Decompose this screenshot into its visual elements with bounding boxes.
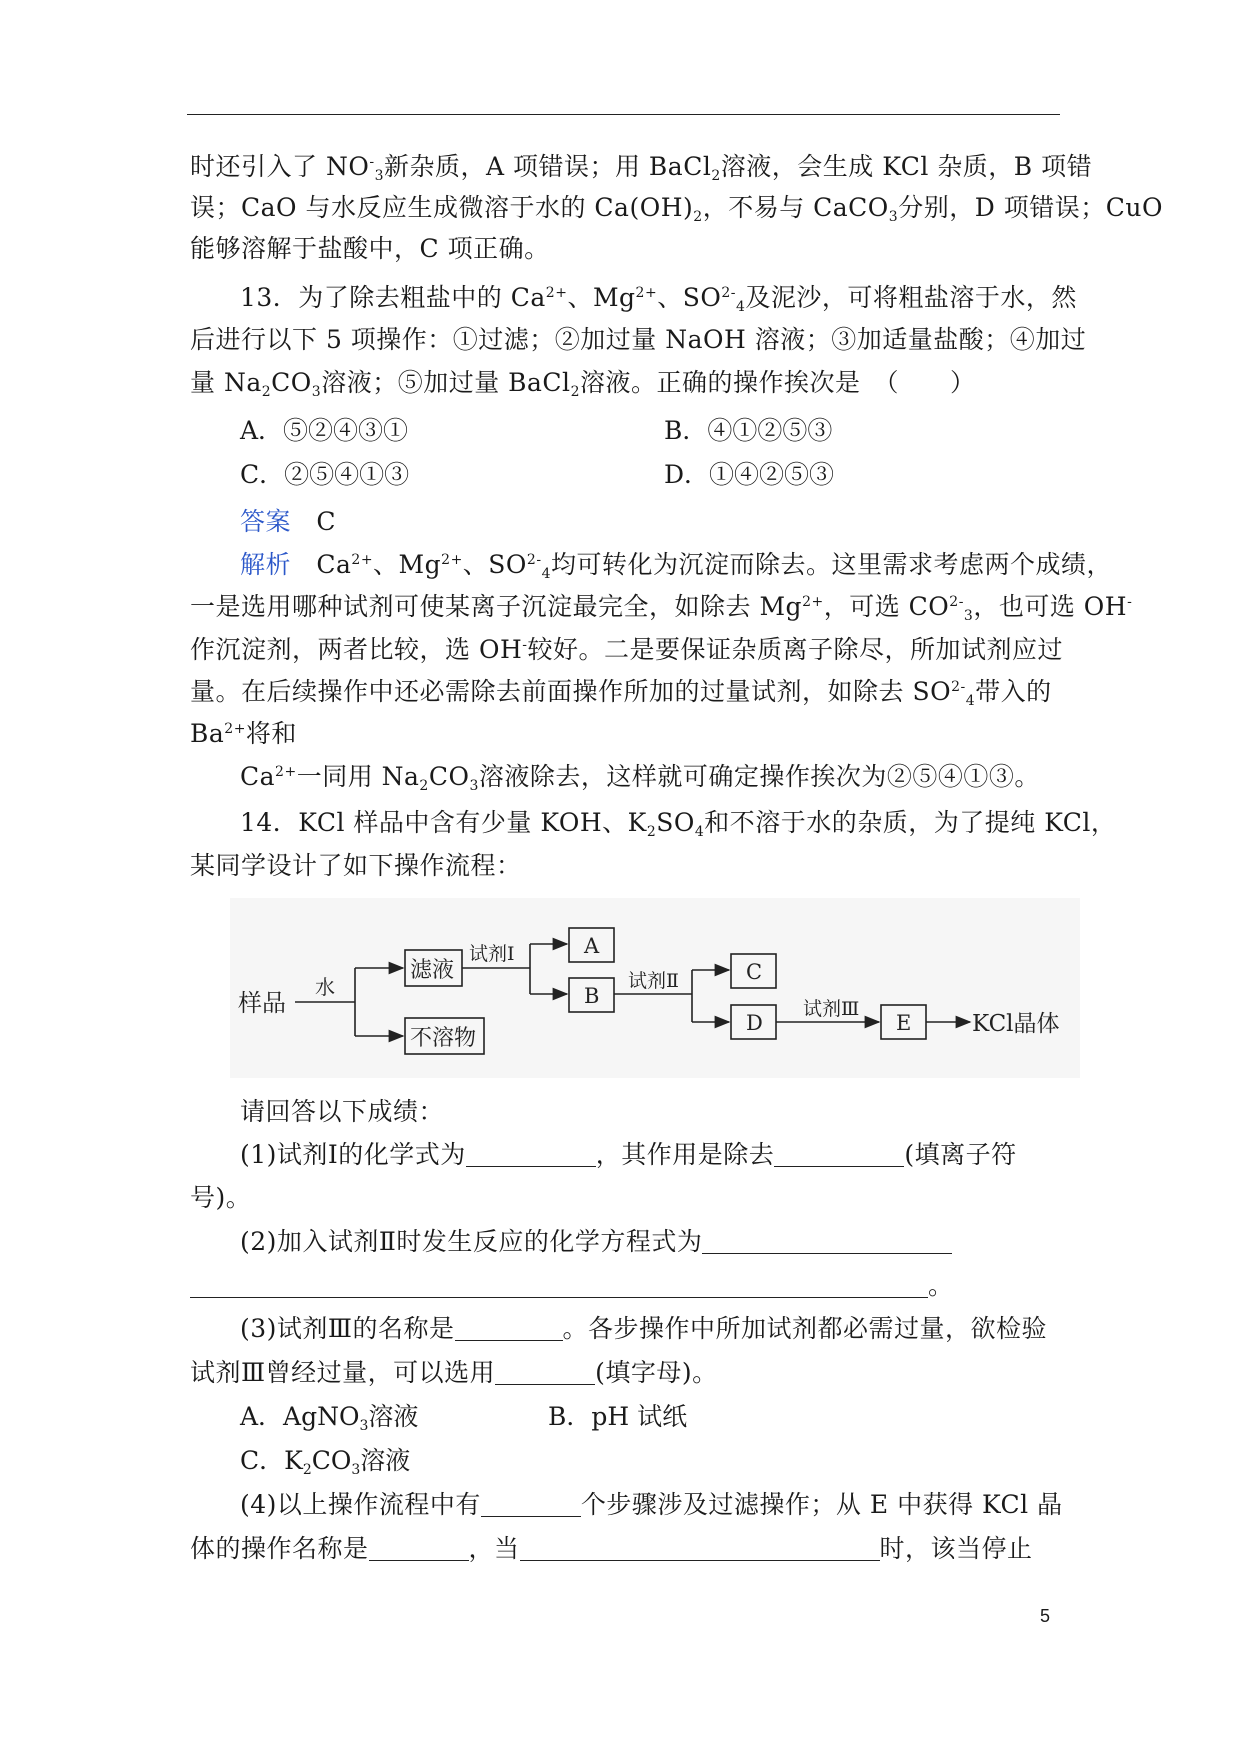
q14-line-2: 某同学设计了如下操作流程：	[190, 851, 522, 880]
flow-c-label: C	[746, 960, 763, 984]
q13-option-a: A．⑤②④③①	[240, 416, 409, 445]
answer-blank[interactable]	[481, 1490, 581, 1517]
q13-option-c: C．②⑤④①③	[240, 460, 410, 489]
answer-blank[interactable]	[466, 1140, 596, 1167]
page-number: 5	[1040, 1606, 1051, 1626]
q14-option-c: C．$K_2CO_3$溶液	[240, 1446, 411, 1478]
prev-line-1: 时还引入了 $NO^-_3$新杂质，A 项错误；用 BaCl$_2$溶液，会生成 KCl 杂质，B 项错	[190, 152, 1093, 184]
header-rule	[187, 114, 1060, 115]
answer-blank[interactable]	[495, 1358, 595, 1385]
flow-d-label: D	[746, 1011, 763, 1035]
q14-sub3-line-2: 试剂Ⅲ曾经过量，可以选用 (填字母)。	[190, 1358, 718, 1387]
flow-reagent2-label: 试剂Ⅱ	[628, 970, 679, 992]
prev-line-3: 能够溶解于盐酸中，C 项正确。	[190, 234, 550, 263]
answer-blank[interactable]	[190, 1271, 928, 1298]
q14-sub3-line-1: (3)试剂Ⅲ的名称是 。各步操作中所加试剂都必需过量，欲检验	[240, 1314, 1048, 1343]
flow-insoluble-label: 不溶物	[410, 1026, 477, 1051]
q14-ask: 请回答以下成绩：	[240, 1097, 445, 1126]
answer-blank[interactable]	[520, 1534, 880, 1561]
q14-sub2-line-2: 。	[190, 1269, 1060, 1303]
q13-analysis-line-6: $Ca^{2+}$一同用 $Na_2CO_3$溶液除去，这样就可确定操作挨次为②⑤④①③。	[240, 762, 1040, 794]
flow-sample-label: 样品	[238, 989, 286, 1017]
q13-line-3: 量 $Na_2CO_3$溶液；⑤加过量 BaCl$_2$溶液。正确的操作挨次是 （ ）	[190, 368, 976, 400]
flow-reagent3-label: 试剂Ⅲ	[803, 998, 860, 1020]
q13-answer	[240, 505, 1110, 539]
answer-label: 答案	[240, 507, 292, 536]
flow-e-label: E	[896, 1011, 912, 1035]
answer-blank[interactable]	[455, 1314, 563, 1341]
flow-filtrate-label: 滤液	[410, 958, 455, 983]
analysis-label: 解析	[240, 550, 292, 579]
q13-line-2: 后进行以下 5 项操作：①过滤；②加过量 NaOH 溶液；③加适量盐酸；④加过	[190, 325, 1087, 354]
flow-diagram	[230, 898, 1080, 1078]
answer-blank[interactable]	[702, 1227, 952, 1254]
q14-sub4-line-2: 体的操作名称是 ，当 时，该当停止	[190, 1534, 1033, 1563]
q14-line-1: 14．KCl 样品中含有少量 KOH、$K_2SO_4$和不溶于水的杂质，为了提纯 KCl，	[240, 808, 1117, 840]
answer-value: C	[316, 507, 336, 536]
q13-analysis-line-1: 解析 $Ca^{2+}$、$Mg^{2+}$、$SO^{2-}_4$均可转化为沉淀而除去。这里需求考虑两个成绩，	[240, 550, 1112, 582]
q13-line-1: 13．为了除去粗盐中的 $Ca^{2+}$、$Mg^{2+}$、$SO^{2-}_4$及泥沙，可将粗盐溶于水，然	[240, 283, 1077, 315]
q14-sub2-line-1: (2)加入试剂Ⅱ时发生反应的化学方程式为	[240, 1225, 1110, 1259]
flow-a-label: A	[584, 934, 600, 958]
q13-analysis-line-4: 量。在后续操作中还必需除去前面操作所加的过量试剂，如除去 $SO^{2-}_4$带入的	[190, 677, 1052, 709]
flow-b-label: B	[584, 984, 600, 1008]
q13-analysis-line-2: 一是选用哪种试剂可使某离子沉淀最完全，如除去 $Mg^{2+}$，可选 $CO^{2-}_3$，也可选 OH-	[190, 592, 1133, 624]
q13-analysis-line-5: $Ba^{2+}$将和	[190, 719, 297, 748]
q14-option-b: B．pH 试纸	[548, 1402, 688, 1431]
flow-product-label: KCl晶体	[972, 1011, 1060, 1037]
flow-reagent1-label: 试剂Ⅰ	[469, 943, 515, 965]
q14-option-a: A．AgNO$_3$溶液	[240, 1402, 419, 1434]
answer-blank[interactable]	[774, 1140, 904, 1167]
q13-analysis-line-3: 作沉淀剂，两者比较，选 OH-较好。二是要保证杂质离子除尽，所加试剂应过	[190, 635, 1063, 664]
q14-sub4-line-1: (4)以上操作流程中有 个步骤涉及过滤操作；从 E 中获得 KCl 晶	[240, 1490, 1063, 1519]
q14-sub1-line-2: 号)。	[190, 1183, 252, 1212]
prev-line-2: 误；CaO 与水反应生成微溶于水的 $Ca(OH)_2$，不易与 CaCO$_3$分别，D 项错误；CuO	[190, 193, 1163, 225]
q13-option-b: B．④①②⑤③	[664, 416, 833, 445]
answer-blank[interactable]	[369, 1534, 469, 1561]
q14-sub1-line-1: (1)试剂Ⅰ的化学式为 ，其作用是除去 (填离子符	[240, 1140, 1017, 1169]
q13-option-d: D．①④②⑤③	[664, 460, 835, 489]
flow-water-label: 水	[315, 975, 335, 999]
